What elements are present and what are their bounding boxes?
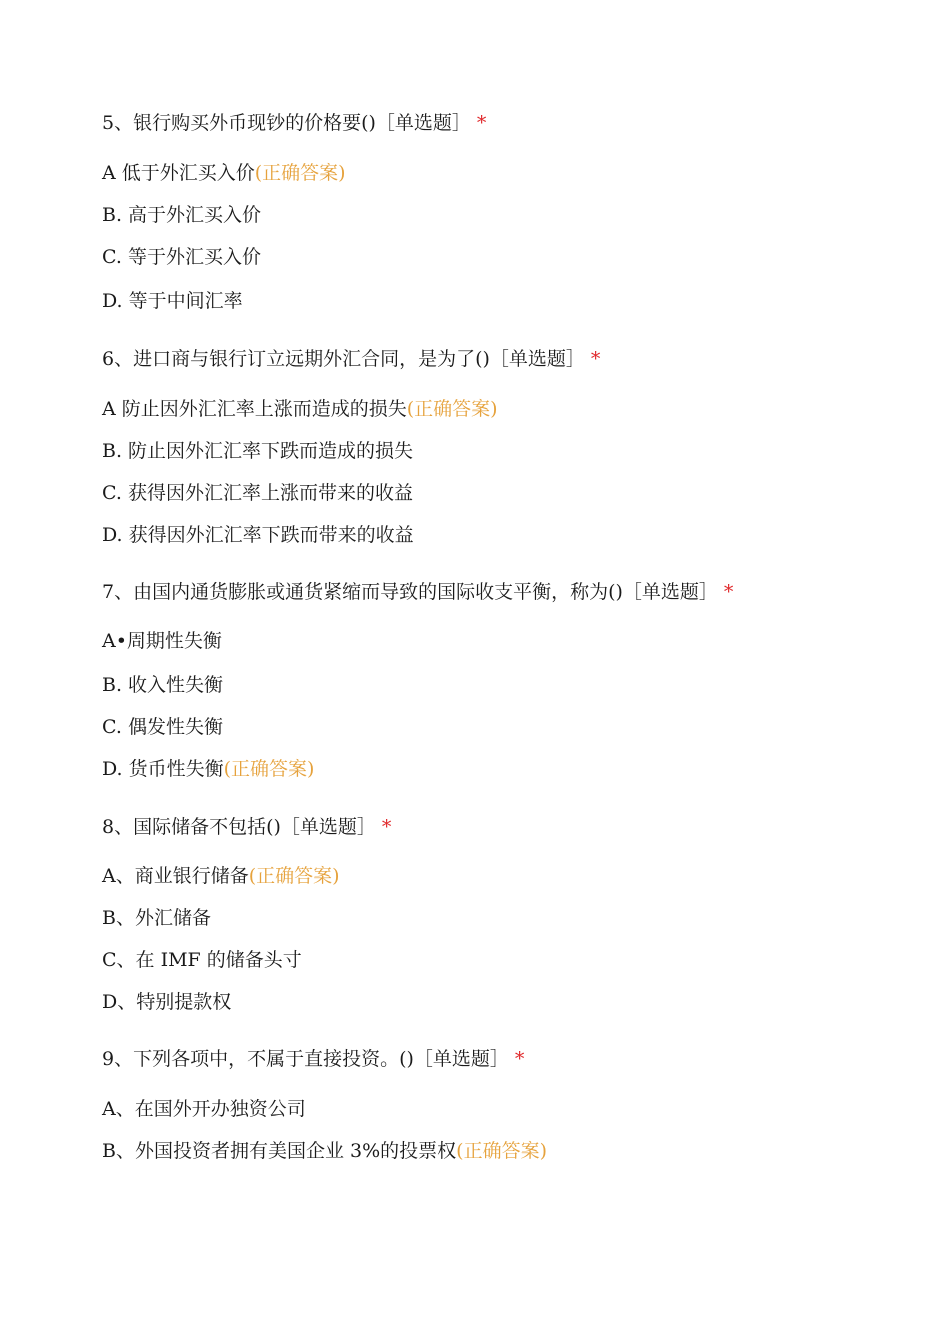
correct-answer-tag: (正确答案)	[406, 398, 498, 420]
answer-option	[102, 670, 223, 700]
option-text: A、在国外开办独资公司	[102, 1098, 306, 1120]
option-text: C. 偶发性失衡	[102, 716, 223, 738]
option-text: A•周期性失衡	[102, 630, 222, 652]
option-text: B、外汇储备	[102, 907, 211, 929]
answer-option	[102, 158, 346, 188]
option-text: D. 等于中间汇率	[102, 290, 243, 312]
answer-option	[102, 987, 231, 1017]
question-text: 9、下列各项中，不属于直接投资。()［单选题］	[102, 1048, 509, 1070]
option-text: B. 收入性失衡	[102, 674, 224, 696]
answer-option	[102, 1136, 547, 1166]
question-title	[102, 108, 486, 138]
question-title	[102, 577, 733, 607]
question-text: 8、国际储备不包括()［单选题］	[102, 816, 376, 838]
option-text: B. 防止因外汇汇率下跌而造成的损失	[102, 440, 414, 462]
option-text: A、商业银行储备	[102, 865, 249, 887]
required-mark: *	[590, 348, 601, 370]
answer-option	[102, 242, 261, 272]
question-text: 6、进口商与银行订立远期外汇合同，是为了()［单选题］	[102, 348, 585, 370]
correct-answer-tag: (正确答案)	[456, 1140, 547, 1162]
question-text: 7、由国内通货膨胀或通货紧缩而导致的国际收支平衡，称为()［单选题］	[102, 581, 718, 603]
option-text: A 防止因外汇汇率上涨而造成的损失	[102, 398, 407, 420]
option-text: D. 获得因外汇汇率下跌而带来的收益	[102, 524, 414, 546]
required-mark: *	[381, 816, 392, 838]
required-mark: *	[514, 1048, 525, 1070]
required-mark: *	[476, 112, 487, 134]
answer-option	[102, 478, 413, 508]
answer-option	[102, 712, 223, 742]
option-text: A 低于外汇买入价	[102, 162, 255, 184]
option-text: C、在 IMF 的储备头寸	[102, 949, 302, 971]
answer-option	[102, 200, 261, 230]
question-title	[102, 1044, 524, 1074]
correct-answer-tag: (正确答案)	[248, 865, 340, 887]
question-title	[102, 344, 600, 374]
answer-option	[102, 945, 302, 975]
correct-answer-tag: (正确答案)	[254, 162, 346, 184]
option-text: C. 等于外汇买入价	[102, 246, 261, 268]
answer-option	[102, 1094, 306, 1124]
option-text: B. 高于外汇买入价	[102, 204, 262, 226]
answer-option	[102, 903, 211, 933]
answer-option	[102, 861, 340, 891]
answer-option	[102, 394, 498, 424]
answer-option	[102, 520, 414, 550]
answer-option	[102, 754, 314, 784]
question-title	[102, 812, 391, 842]
option-text: C. 获得因外汇汇率上涨而带来的收益	[102, 482, 413, 504]
answer-option	[102, 626, 222, 656]
required-mark: *	[723, 581, 734, 603]
option-text: B、外国投资者拥有美国企业 3%的投票权	[102, 1140, 457, 1162]
question-text: 5、银行购买外币现钞的价格要()［单选题］	[102, 112, 471, 134]
option-text: D、特别提款权	[102, 991, 232, 1013]
correct-answer-tag: (正确答案)	[223, 758, 315, 780]
option-text: D. 货币性失衡	[102, 758, 224, 780]
answer-option	[102, 436, 413, 466]
answer-option	[102, 286, 243, 316]
